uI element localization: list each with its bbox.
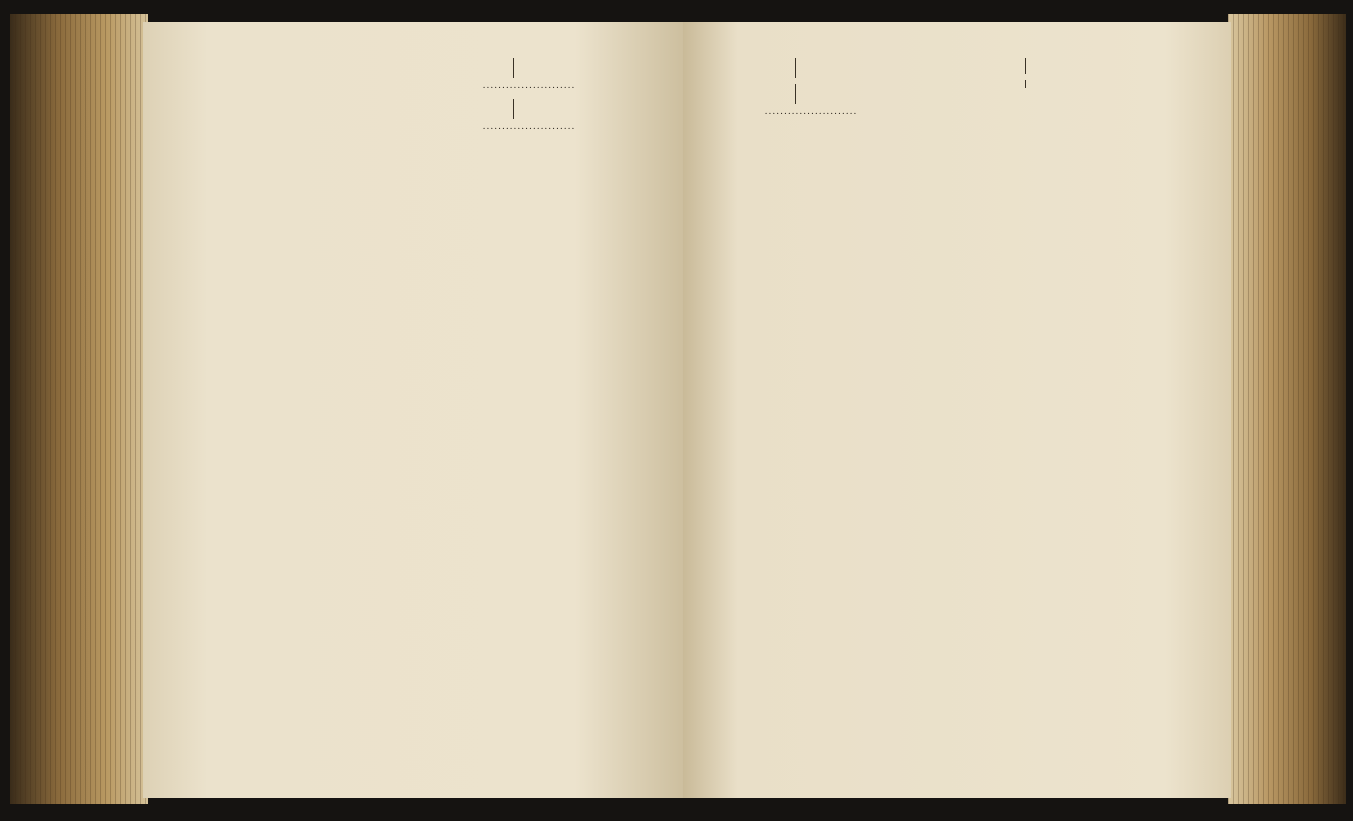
solde-table	[931, 58, 1153, 74]
right-column-1	[705, 52, 917, 125]
appointemens-table	[931, 80, 1153, 88]
row-label	[1025, 70, 1108, 74]
table-total: ........................	[482, 81, 576, 91]
row-value	[975, 84, 1025, 88]
row-value	[975, 70, 1025, 74]
row-label	[423, 115, 465, 119]
row-label	[513, 115, 593, 119]
row-label	[795, 74, 875, 78]
row-label	[705, 74, 747, 78]
row-value	[593, 74, 635, 78]
row-label	[931, 70, 975, 74]
row-value	[875, 74, 917, 78]
row-label	[1025, 84, 1108, 88]
right-page-edges	[1228, 14, 1346, 804]
table-row	[931, 84, 1153, 88]
row-value	[747, 100, 795, 104]
row-label	[931, 84, 975, 88]
row-value	[1109, 70, 1153, 74]
row-label	[795, 100, 875, 104]
table-row	[705, 74, 917, 78]
row-value	[1109, 84, 1153, 88]
row-value	[593, 115, 635, 119]
row-value	[465, 115, 513, 119]
gardes-du-corps-table	[423, 58, 635, 78]
row-label	[705, 100, 747, 104]
row-value	[465, 74, 513, 78]
etat-major-table	[705, 58, 917, 78]
left-column-1	[199, 52, 409, 58]
compagnie-table	[705, 84, 917, 104]
row-value	[875, 100, 917, 104]
table-row	[423, 74, 635, 78]
gendarmes-table	[423, 99, 635, 119]
row-value	[747, 74, 795, 78]
row-label	[423, 74, 465, 78]
table-row	[931, 70, 1153, 74]
table-row	[705, 100, 917, 104]
left-page	[143, 22, 683, 798]
row-label	[513, 74, 593, 78]
left-page-edges	[10, 14, 148, 804]
left-column-2	[423, 52, 635, 137]
table-total: ........................	[482, 121, 576, 132]
right-column-2	[931, 52, 1153, 94]
right-page	[683, 22, 1231, 798]
table-row	[423, 115, 635, 119]
table-total: ........................	[764, 107, 858, 117]
